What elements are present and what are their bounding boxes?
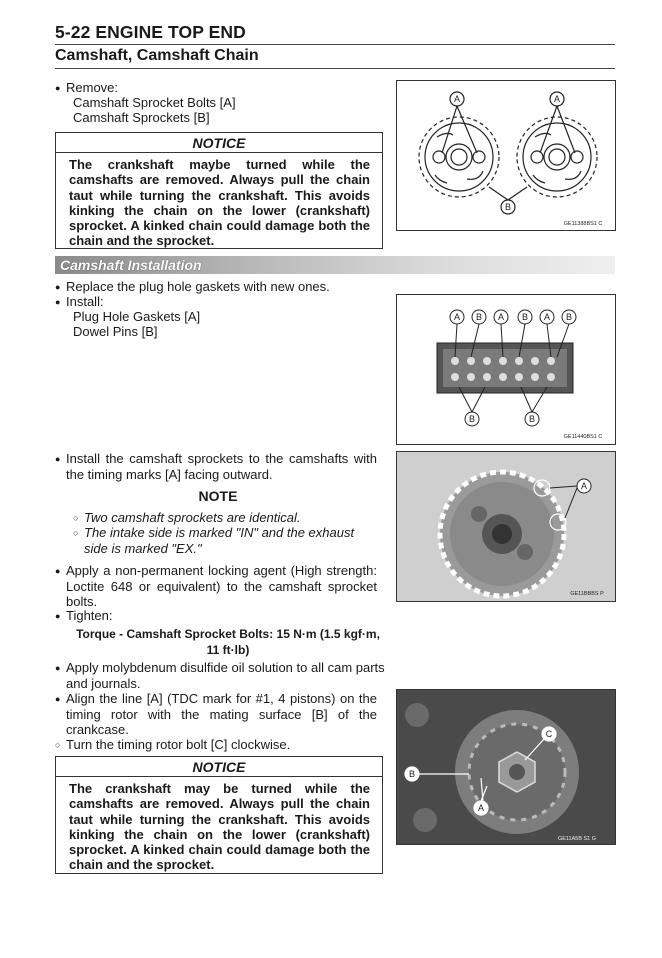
timing-rotor-photo [397,690,615,844]
install-substep: ○ Turn the timing rotor bolt [C] clockwise. [66,737,290,753]
figure-code: GE11388BS1 C [563,221,603,227]
note-item: ○ Two camshaft sprockets are identical. [84,510,301,526]
section-title: Camshaft, Camshaft Chain [55,47,259,64]
figure-code: GE11A5B S1 G [557,836,597,842]
install-step: ● Replace the plug hole gaskets with new ones. [66,279,330,295]
figure-camshaft-sprockets [396,80,616,231]
callout-label: A [497,312,505,322]
note-item: ○ The intake side is marked "IN" and the exhaust side is marked "EX." [84,525,380,556]
figure-cylinder-head [396,294,616,445]
notice-body: The crankshaft may be turned while the camshafts are removed. Always pull the chain taut while turning the crankshaft. This avoids kinking the chain on the lower (crankshaft) sprocket. A kinked chain could damage both the chain and the sprocket. [69,781,370,873]
callout-label: B [408,769,416,779]
notice-title: NOTICE [56,133,382,153]
note-title: NOTE [198,488,238,504]
sprocket-photo [397,452,615,601]
callout-label: B [565,312,573,322]
notice-body: The crankshaft maybe turned while the camshafts are removed. Always pull the chain taut while turning the crankshaft. This avoids kinking the chain on the lower (crankshaft) sprocket. A kinked chain could damage both the chain and the sprocket. [69,157,370,249]
callout-label: C [545,729,553,739]
removal-item: Camshaft Sprockets [B] [73,110,210,125]
callout-label: A [477,803,485,813]
callout-label: A [453,94,461,104]
cylinder-head-diagram [397,295,615,444]
install-item: Plug Hole Gaskets [A] [73,309,201,324]
figure-sprocket-timing-mark [396,451,616,602]
install-step: ● Tighten: [66,608,113,624]
section-heading: Camshaft Installation [60,257,202,273]
install-step: ● Align the line [A] (TDC mark for #1, 4 pistons) on the timing rotor with the mating surface [B] of the crankcase. [66,691,377,738]
callout-label: A [453,312,461,322]
page-title: 5-22 ENGINE TOP END [55,22,246,42]
notice-box [55,132,383,249]
figure-timing-rotor [396,689,616,845]
section-heading-bar [55,256,615,274]
notice-box [55,756,383,874]
header-rule [55,44,615,45]
callout-label: B [521,312,529,322]
install-step: ● Apply a non-permanent locking agent (High strength: Loctite 648 or equivalent) to the camshaft sprocket bolts. [66,563,377,610]
install-step: ● Install: [66,294,104,310]
figure-code: GE11440BS1 C [563,434,603,440]
sprocket-diagram [397,81,615,230]
callout-label: B [504,202,512,212]
torque-spec: Torque - Camshaft Sprocket Bolts: 15 N·m (1.5 kgf·m, 11 ft·lb) [76,627,380,657]
removal-item: Camshaft Sprocket Bolts [A] [73,95,236,110]
callout-label: A [543,312,551,322]
callout-label: A [580,481,588,491]
callout-label: B [475,312,483,322]
figure-code: GE11BBBS P [570,591,604,597]
callout-label: B [468,414,476,424]
callout-label: A [553,94,561,104]
removal-step: ● Remove: [66,80,118,96]
callout-label: B [528,414,536,424]
install-step: ● Install the camshaft sprockets to the camshafts with the timing marks [A] facing outward. [66,451,377,482]
section-rule [55,68,615,69]
install-item: Dowel Pins [B] [73,324,158,339]
notice-title: NOTICE [56,757,382,777]
install-step: ● Apply molybdenum disulfide oil solution to all cam parts and journals. [66,660,386,691]
